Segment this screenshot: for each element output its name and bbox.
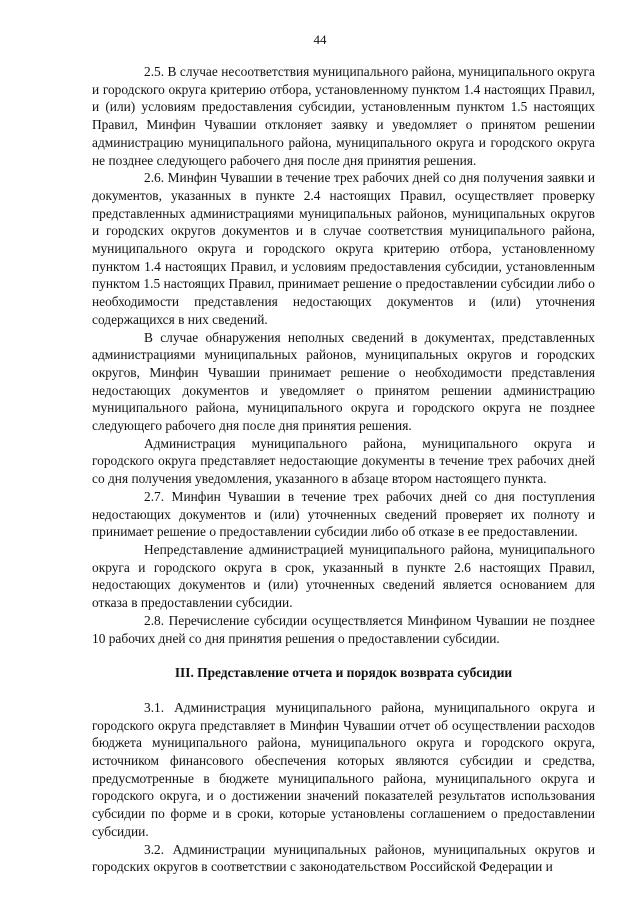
paragraph-2-6: 2.6. Минфин Чувашии в течение трех рабочих дней со дня получения заявки и документов, указанных в пункте 2.4 настоящих Правил, осуществляет проверку представленных администрациями муниципальных районов, муниципальных округов и городских округов документов и в случае соответствия муниципального района, муниципального округа и городского округа критерию отбора, установленному пунктом 1.4 настоящих Правил, и условиям предоставления субсидии, установленным пунктом 1.5 настоящих Правил, принимает решение о предоставлении субсидии либо о необходимости представления недостающих документов и (или) уточнения содержащихся в них сведений. bbox=[92, 170, 595, 327]
paragraph-2-6-missing-documents: Администрация муниципального района, муниципального округа и городского округа представляет недостающие документы в течение трех рабочих дней со дня получения уведомления, указанного в абзаце втором настоящего пункта. bbox=[92, 435, 595, 487]
section-heading: III. Представление отчета и порядок возврата субсидии bbox=[174, 665, 513, 681]
paragraph-2-7-refusal-grounds: Непредставление администрацией муниципального района, муниципального округа и городского округа в срок, указанный в пункте 2.6 настоящих Правил, недостающих документов и (или) уточненных сведений является основанием для отказа в предоставлении субсидии. bbox=[92, 541, 595, 611]
document-body bbox=[92, 63, 595, 876]
paragraph-3-2: 3.2. Администрации муниципальных районов, муниципальных округов и городских округов в соответствии с законодательством Российской Федерации и bbox=[92, 841, 595, 875]
paragraph-2-5: 2.5. В случае несоответствия муниципального района, муниципального округа и городского округа критерию отбора, установленному пунктом 1.4 настоящих Правил, и (или) условиям предоставления субсидии, установленным пунктом 1.5 настоящих Правил, Минфин Чувашии отклоняет заявку и уведомляет о принятом решении администрацию муниципального района, муниципального округа и городского округа не позднее следующего рабочего дня после дня принятия решения. bbox=[92, 64, 595, 168]
paragraph-3-1: 3.1. Администрация муниципального района, муниципального округа и городского округа представляет в Минфин Чувашии отчет об осуществлении расходов бюджета муниципального района, муниципального округа и городского округа, источником финансового обеспечения которых являются субсидии и средства, предусмотренные в бюджете муниципального района, муниципального округа и городского округа, и о достижении значений показателей результатов использования субсидии по форме и в сроки, которые установлены соглашением о предоставлении субсидии. bbox=[92, 699, 595, 839]
paragraph-2-6-incomplete-info: В случае обнаружения неполных сведений в документах, представленных администрациями муниципальных районов, муниципальных округов и городских округов, Минфин Чувашии принимает решение о необходимости представления недостающих документов и уведомляет о принятом решении администрацию муниципального района, муниципального округа и городского округа не позднее следующего рабочего дня после дня принятия решения. bbox=[92, 329, 595, 434]
paragraph-2-8: 2.8. Перечисление субсидии осуществляется Минфином Чувашии не позднее 10 рабочих дней со дня принятия решения о предоставлении субсидии. bbox=[92, 612, 595, 646]
paragraph-2-7: 2.7. Минфин Чувашии в течение трех рабочих дней со дня поступления недостающих документов и (или) уточненных сведений проверяет их полноту и принимает решение о предоставлении субсидии либо об отказе в ее предоставлении. bbox=[92, 488, 595, 540]
page-number: 44 bbox=[313, 32, 327, 47]
